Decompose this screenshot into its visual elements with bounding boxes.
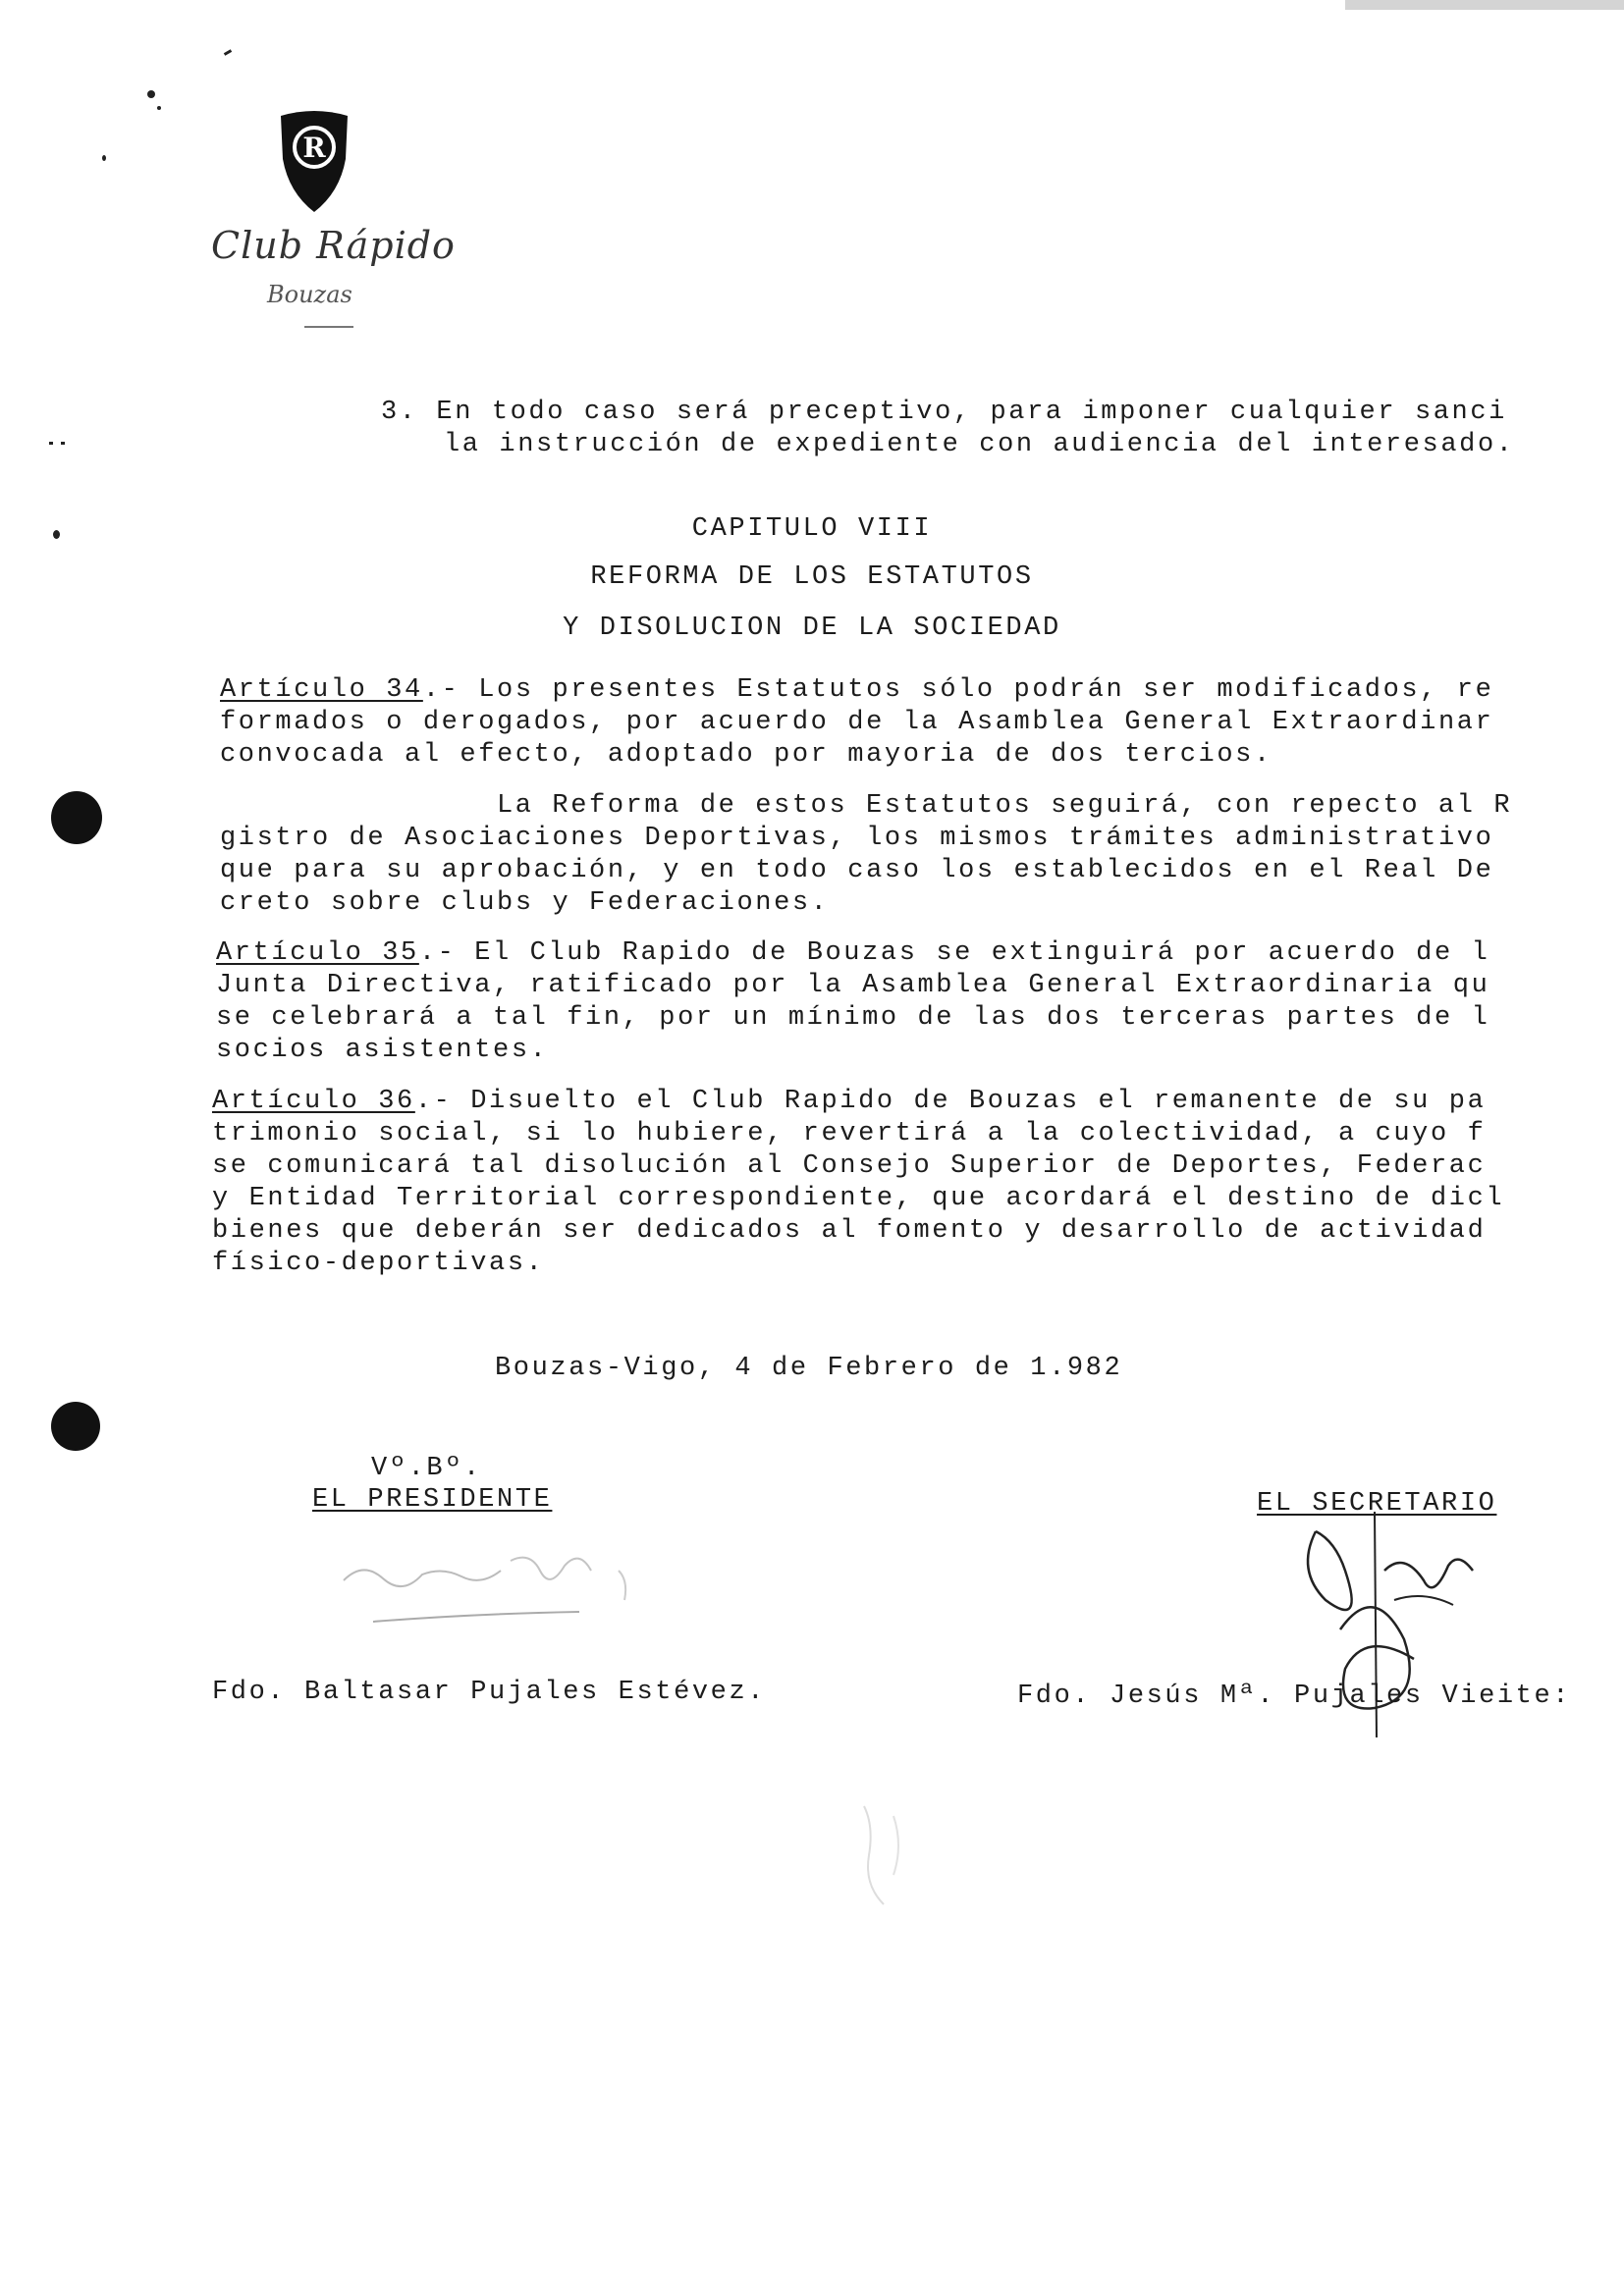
article36-line: trimonio social, si lo hubiere, revertirá a la colectividad, a cuyo f xyxy=(212,1119,1487,1148)
place-date: Bouzas-Vigo, 4 de Febrero de 1.982 xyxy=(495,1354,1123,1383)
article34-first-line xyxy=(220,674,1493,707)
scan-speck xyxy=(102,155,106,161)
article34-line: .- Los presentes Estatutos sólo podrán ser modificados, re xyxy=(422,675,1494,705)
chapter-title-line2: Y DISOLUCION DE LA SOCIEDAD xyxy=(563,614,1061,643)
article35-line: Junta Directiva, ratificado por la Asamblea General Extraordinaria qu xyxy=(216,971,1490,1000)
section3-line2: la instrucción de expediente con audiencia del interesado. xyxy=(444,430,1515,459)
article36-first-line xyxy=(212,1086,1486,1118)
article34-label: Artículo 34 xyxy=(220,675,423,705)
article36-line: .- Disuelto el Club Rapido de Bouzas el remanente de su pa xyxy=(414,1087,1487,1116)
town-underline xyxy=(304,326,353,328)
article36-line: y Entidad Territorial correspondiente, que acordará el destino de dicl xyxy=(212,1184,1505,1213)
secretary-name: Fdo. Jesús Mª. Pujales Vieite: xyxy=(1017,1682,1572,1711)
article36-label: Artículo 36 xyxy=(212,1087,415,1116)
article34-line: convocada al efecto, adoptado por mayoria de dos tercios. xyxy=(220,740,1272,770)
secretary-title: EL SECRETARIO xyxy=(1257,1489,1497,1519)
article35-label: Artículo 35 xyxy=(216,938,419,968)
article35-line: .- El Club Rapido de Bouzas se extinguirá por acuerdo de l xyxy=(418,938,1490,968)
scan-speck xyxy=(224,49,232,56)
article34-line: formados o derogados, por acuerdo de la Asamblea General Extraordinar xyxy=(220,708,1494,737)
faint-smudge xyxy=(825,1787,943,1924)
scan-speck xyxy=(147,90,155,98)
president-name: Fdo. Baltasar Pujales Estévez. xyxy=(212,1678,767,1707)
scan-speck xyxy=(61,442,65,445)
scan-speck xyxy=(157,106,161,110)
president-title: EL PRESIDENTE xyxy=(312,1485,553,1515)
chapter-title-line1: REFORMA DE LOS ESTATUTOS xyxy=(590,562,1034,592)
article35-first-line xyxy=(216,937,1489,970)
club-crest-icon xyxy=(275,108,353,216)
article34-para2-line: creto sobre clubs y Federaciones. xyxy=(220,888,830,918)
svg-text:R: R xyxy=(302,132,326,164)
chapter-number: CAPITULO VIII xyxy=(691,514,933,544)
article36-line: se comunicará tal disolución al Consejo Superior de Deportes, Federac xyxy=(212,1151,1487,1181)
punch-hole-bottom xyxy=(51,1402,100,1451)
scan-speck xyxy=(49,442,53,445)
club-name: Club Rápido xyxy=(211,224,456,267)
scan-edge-shadow xyxy=(1345,0,1624,10)
article35-line: socios asistentes. xyxy=(216,1036,549,1065)
article36-line: físico-deportivas. xyxy=(212,1249,545,1278)
article34-para2-line: gistro de Asociaciones Deportivas, los mismos trámites administrativo xyxy=(220,824,1494,853)
vobo: Vº.Bº. xyxy=(371,1454,482,1483)
article34-para2-line: que para su aprobación, y en todo caso los establecidos en el Real De xyxy=(220,856,1494,885)
punch-hole-top xyxy=(51,791,102,844)
article36-line: bienes que deberán ser dedicados al fomento y desarrollo de actividad xyxy=(212,1216,1487,1246)
club-town: Bouzas xyxy=(267,281,352,308)
letterhead xyxy=(196,108,456,344)
article35-line: se celebrará a tal fin, por un mínimo de las dos terceras partes de l xyxy=(216,1003,1490,1033)
article34-para2-line: La Reforma de estos Estatutos seguirá, con repecto al R xyxy=(497,791,1513,821)
president-signature xyxy=(334,1541,658,1639)
section3-line1: 3. En todo caso será preceptivo, para imponer cualquier sanci xyxy=(381,398,1507,427)
